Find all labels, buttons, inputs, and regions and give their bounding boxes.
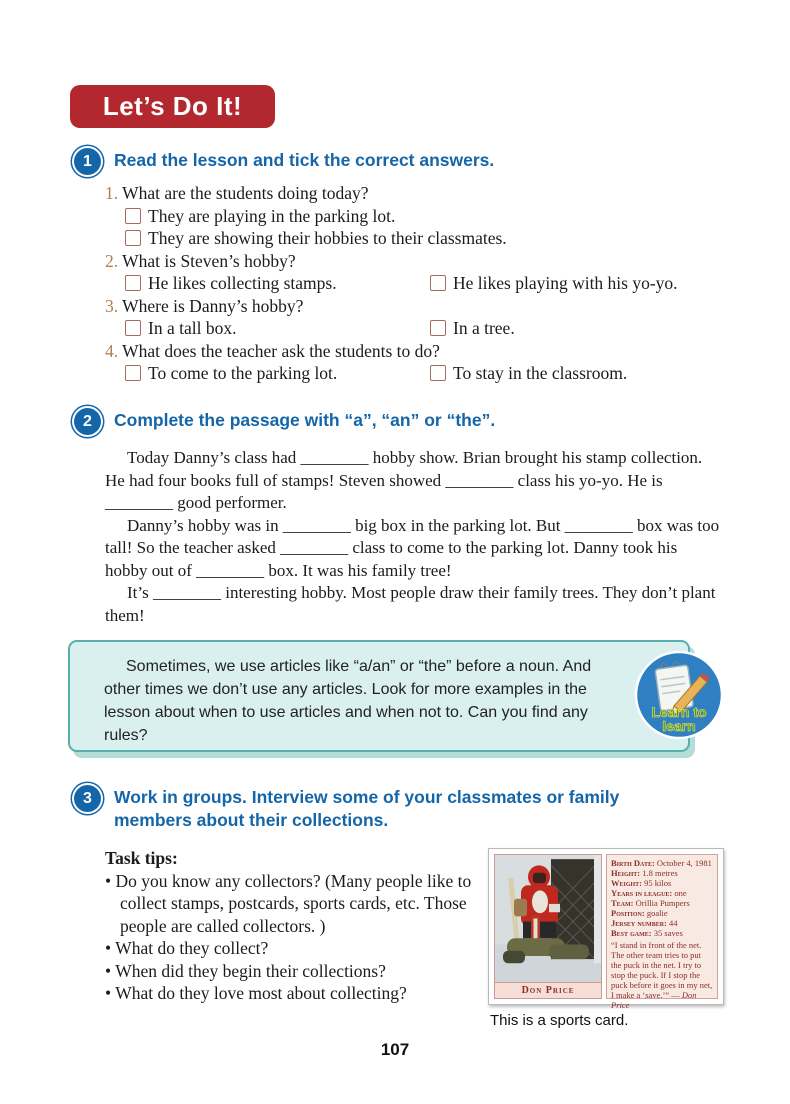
stat-line [611,928,713,938]
question-number: 4. [105,340,119,361]
answer-option [105,317,410,340]
quote-text: “I stand in front of the net. The other team tries to put the puck in the net. I try to stop the puck. If I stop the puck before it goes in my net, I make a ‘save.’” — [611,940,713,1000]
goalie-photo [495,855,601,982]
question-text: What does the teacher ask the students to do? [122,340,440,361]
exercise1-question-list [105,182,725,385]
stat-label: Birth Date: [611,858,655,868]
checkbox[interactable] [125,208,141,224]
stat-line [611,888,713,898]
stat-label: Team: [611,898,634,908]
option-label: They are showing their hobbies to their classmates. [148,228,507,248]
answer-option-row [105,272,725,295]
stat-value: 95 kilos [644,878,672,888]
exercise1-header [72,146,672,175]
card-quote [611,940,713,1010]
stat-value: October 4, 1981 [656,858,712,868]
stat-value: 1.8 metres [642,868,678,878]
stat-label: Jersey number: [611,918,667,928]
exercise3-number-badge: 3 [74,785,101,812]
stat-label: Weight: [611,878,643,888]
checkbox[interactable] [430,320,446,336]
tip-item: • Do you know any collectors? (Many people like to collect stamps, postcards, sports cards, etc. Those people are called collectors. ) [105,870,472,936]
passage-paragraph: It’s ________ interesting hobby. Most people draw their family trees. They don’t plant them! [105,583,716,625]
question-number: 2. [105,250,119,271]
checkbox[interactable] [430,365,446,381]
lets-do-it-banner [70,85,275,128]
player-photo-column [494,854,602,999]
task-tips-heading: Task tips: [105,848,178,868]
checkbox[interactable] [125,230,141,246]
sports-card [488,848,724,1010]
banner-label: Let’s Do It! [102,91,243,121]
answer-option-row [105,317,725,340]
question-line [105,340,725,363]
quote-attribution: Don Price [611,990,697,1010]
answer-option [410,272,715,295]
answer-option [105,362,410,385]
exercise3-header [72,783,672,832]
stat-label: Years in league: [611,888,673,898]
tip-text: What do they collect? [115,938,269,958]
exercise2-number-badge: 2 [74,408,101,435]
question-line [105,250,725,273]
stat-line [611,868,713,878]
answer-option [105,227,725,250]
question-line [105,295,725,318]
checkbox[interactable] [125,365,141,381]
option-label: In a tree. [453,318,515,338]
checkbox[interactable] [125,275,141,291]
checkbox[interactable] [430,275,446,291]
tip-text: What do they love most about collecting? [115,983,407,1003]
badge-text-line1: Learn to [651,704,707,720]
exercise2-header [72,406,672,435]
option-label: They are playing in the parking lot. [148,205,396,226]
option-label: He likes collecting stamps. [148,273,337,293]
player-name: Don Price [495,982,601,998]
stat-line [611,918,713,928]
stat-label: Position: [611,908,645,918]
fill-in-passage [105,447,723,627]
stat-line [611,878,713,888]
question-line [105,182,725,205]
tip-item: • What do they collect? [105,938,269,958]
learn-to-learn-badge [634,650,724,740]
question-text: Where is Danny’s hobby? [122,295,304,316]
question-number: 3. [105,295,119,316]
answer-option [410,362,715,385]
tip-item: • When did they begin their collections? [105,960,386,981]
option-label: To stay in the classroom. [453,363,628,383]
answer-option-row [105,362,725,385]
answer-option [105,205,725,228]
exercise1-title: Read the lesson and tick the correct answers. [114,150,495,170]
stat-line [611,908,713,918]
checkbox[interactable] [125,320,141,336]
tip-text: Do you know any collectors? (Many people like to collect stamps, postcards, sports cards, etc. Those people are called collectors. ) [115,870,472,936]
passage-paragraph: Today Danny’s class had ________ hobby show. Brian brought his stamp collection. He had four books full of stamps! Steven showed ________ class his yo-yo. He is ________ good performer. [105,448,703,512]
sports-card-figure [488,848,724,1010]
badge-text-line2: learn [662,718,696,734]
exercise3-title: Work in groups. Interview some of your classmates or family members about their collections. [114,787,620,830]
card-caption: This is a sports card. [490,1012,629,1029]
tip-item: • What do they love most about collecting? [105,983,407,1003]
stat-line [611,898,713,908]
option-label: To come to the parking lot. [148,363,338,383]
exercise2-title: Complete the passage with “a”, “an” or “the”. [114,410,496,430]
stat-value: 35 saves [653,928,683,938]
page-number: 107 [380,1040,410,1059]
stat-value: goalie [646,908,668,918]
stat-label: Best game: [611,928,652,938]
answer-option [105,272,410,295]
answer-option [410,317,715,340]
learn-box-text: Sometimes, we use articles like “a/an” or “the” before a noun. And other times we don’t use any articles. Look for more examples in the lesson about when to use articles and when not to. Can you find any rules? [104,658,592,744]
passage-paragraph: Danny’s hobby was in ________ big box in the parking lot. But ________ box was too tall! So the teacher asked ________ class to come to the parking lot. Danny took his hobby out of ________ box. It was his family tree! [105,515,720,580]
question-number: 1. [105,183,119,203]
stat-value: 44 [669,918,678,928]
learn-to-learn-box [68,640,690,752]
question-text: What is Steven’s hobby? [122,250,296,271]
exercise1-number-badge: 1 [74,148,101,175]
tip-text: When did they begin their collections? [115,960,386,981]
option-label: In a tall box. [148,318,237,338]
stat-label: Height: [611,868,641,878]
question-text: What are the students doing today? [122,183,369,203]
option-label: He likes playing with his yo-yo. [453,273,678,293]
player-stats-panel [606,854,718,1010]
stat-value: one [674,888,687,898]
task-tips [105,847,487,1005]
stat-value: Orillia Pumpers [635,898,690,908]
stat-line [611,858,713,868]
